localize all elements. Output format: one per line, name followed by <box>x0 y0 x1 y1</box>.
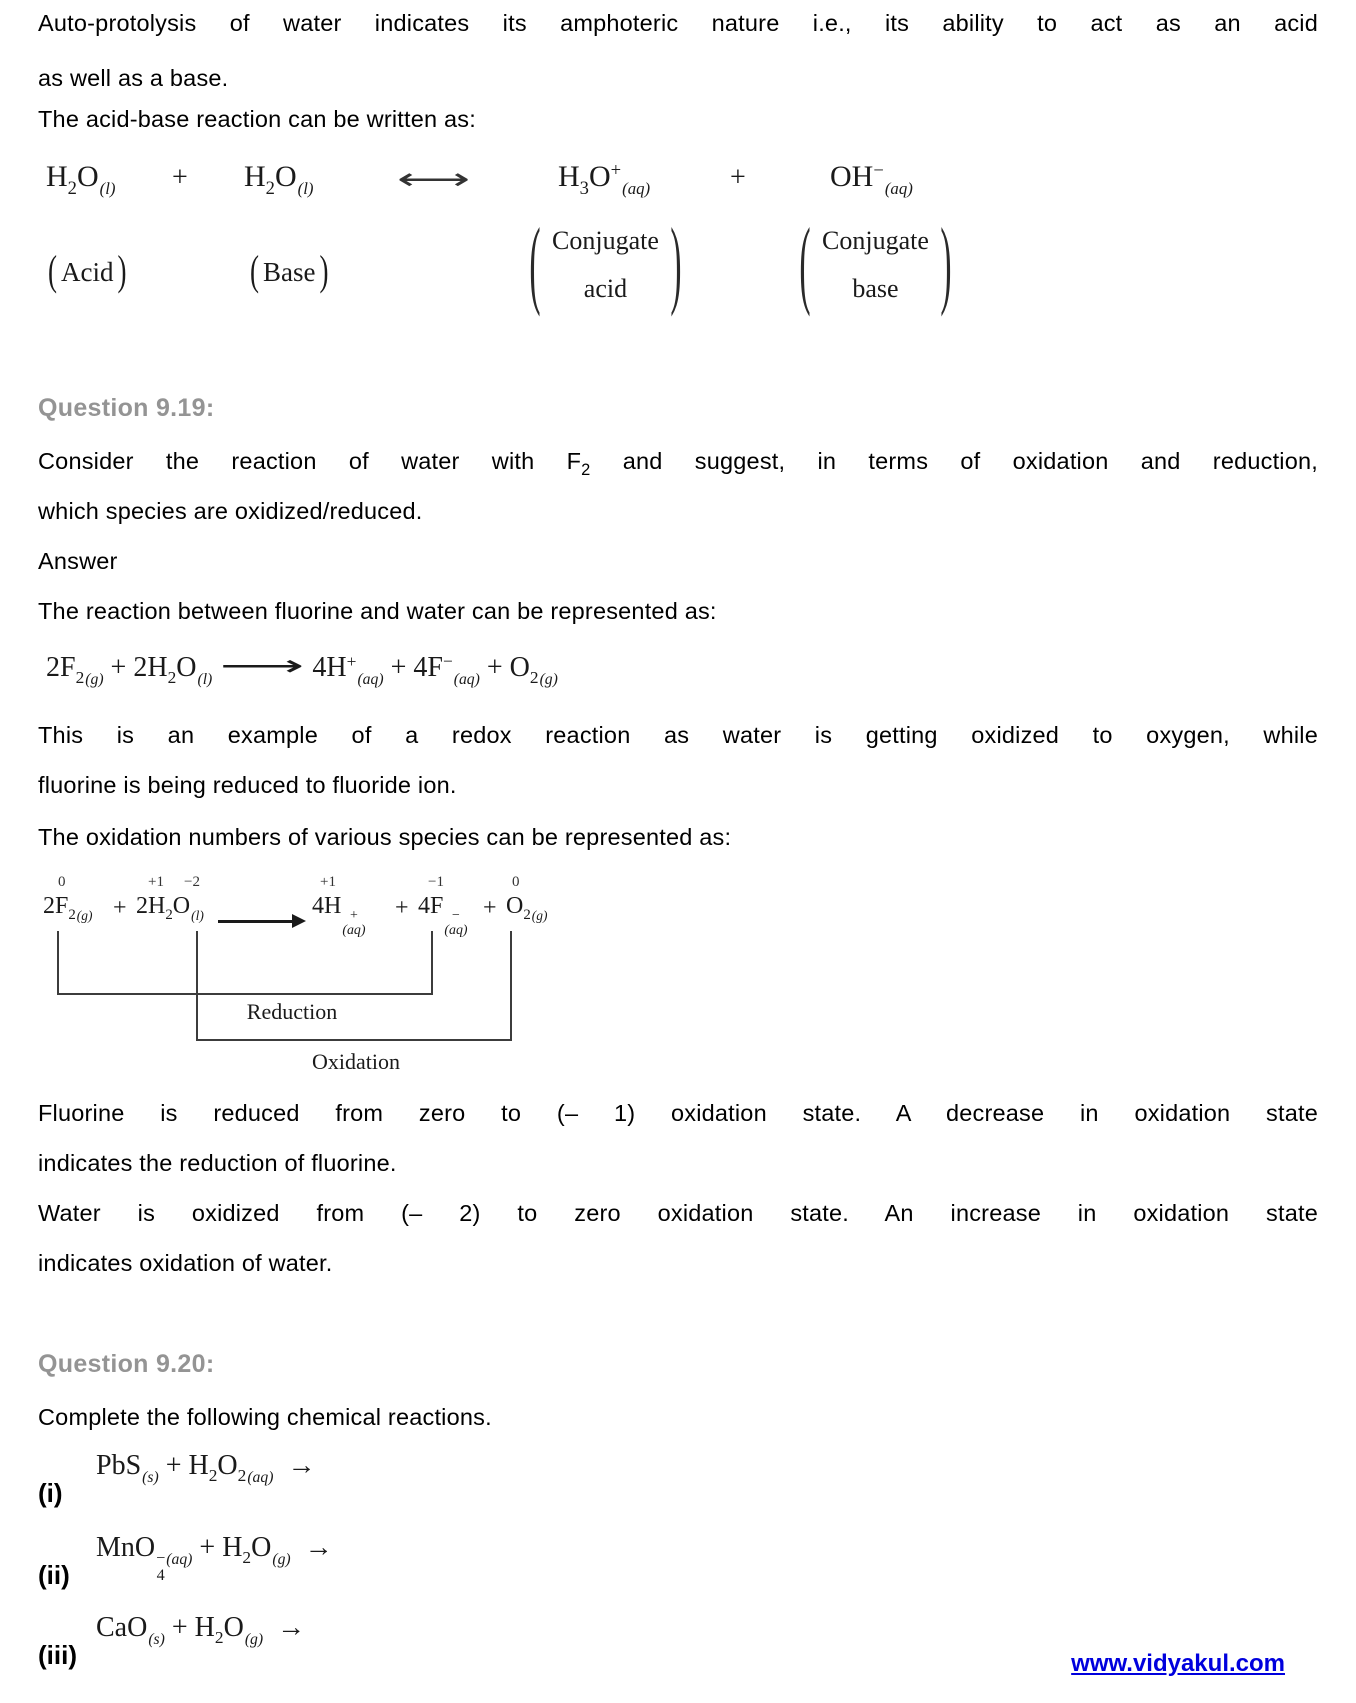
question-9-19-text-line-2: which species are oxidized/reduced. <box>38 498 423 524</box>
conjugate-base-line-2: base <box>852 274 899 303</box>
conjugate-base-line-1: Conjugate <box>822 226 929 255</box>
reaction-arrow-icon <box>218 914 306 928</box>
reaction-i-formula: $PbS_{(s)} + H_2O_{2(aq)}$ → <box>96 1450 316 1486</box>
equilibrium-arrow-icon: ⟷ <box>396 162 471 197</box>
close-paren: ) <box>670 210 682 320</box>
oxidation-number-f2: 0 <box>58 874 66 890</box>
vidyakul-footer-link[interactable]: www.vidyakul.com <box>1071 1650 1285 1677</box>
oxidation-number-f-minus: −1 <box>428 874 444 890</box>
question-9-19-heading: Question 9.19: <box>38 394 215 422</box>
close-paren: ) <box>117 247 127 294</box>
conjugate-acid-line-2: acid <box>583 274 628 303</box>
plus-sign: + <box>395 895 409 921</box>
diagram-formula-2f2: $2F_{2(g)}$ <box>43 893 93 924</box>
redox-paragraph-line-1: This is an example of a redox reaction as water is getting oxidized to oxygen, while <box>38 722 1318 748</box>
oxidation-number-diagram <box>0 868 720 1093</box>
formula-h2o-base: $H_2O_{(l)}$ <box>244 160 314 199</box>
formula-h3o: $H_3O^+_{(aq)}$ <box>558 160 651 199</box>
formula-oh: $OH^-_{(aq)}$ <box>830 160 913 199</box>
answer-label: Answer <box>38 548 118 574</box>
diagram-formula-4f: 4F − (aq) <box>418 893 468 938</box>
fluorine-conclusion-line-1: Fluorine is reduced from zero to (– 1) oxidation state. A decrease in oxidation state <box>38 1100 1318 1126</box>
fluorine-water-equation: $2F_{2(g)} + 2H_2O_{(l)}$ ⟶ $4H^+_{(aq)} + 4F^-_{(aq)} + O_{2(g)}$ <box>46 651 558 688</box>
acid-label: ( Acid ) <box>48 247 127 294</box>
oxidation-label: Oxidation <box>312 1049 400 1074</box>
plus-sign: + <box>113 895 127 921</box>
oxidation-numbers-intro-line: The oxidation numbers of various species can be represented as: <box>38 824 732 850</box>
open-paren: ( <box>529 210 541 320</box>
open-paren: ( <box>48 247 57 294</box>
reduction-label: Reduction <box>246 999 338 1024</box>
oxidation-number-o2: 0 <box>512 874 520 890</box>
formula-h2o-acid: $H_2O_{(l)}$ <box>46 160 116 199</box>
conjugate-acid-label <box>528 210 683 320</box>
diagram-formula-4h: 4H + (aq) <box>312 893 366 938</box>
close-paren: ) <box>940 210 952 320</box>
plus-sign: + <box>483 895 497 921</box>
open-paren: ( <box>250 247 259 294</box>
answer-intro-line: The reaction between fluorine and water can be represented as: <box>38 598 717 624</box>
water-conclusion-line-2: indicates oxidation of water. <box>38 1250 333 1276</box>
diagram-formula-2h2o: $2H_2O_{(l)}$ <box>136 893 204 924</box>
redox-paragraph-line-2: fluorine is being reduced to fluoride ion. <box>38 772 457 798</box>
base-label: ( Base ) <box>250 247 329 294</box>
question-9-20-heading: Question 9.20: <box>38 1350 215 1378</box>
reaction-intro-line: The acid-base reaction can be written as: <box>38 106 476 132</box>
water-conclusion-line-1: Water is oxidized from (– 2) to zero oxidation state. An increase in oxidation state <box>38 1200 1318 1226</box>
reaction-iii-formula: $CaO_{(s)} + H_2O_{(g)}$ → <box>96 1612 306 1648</box>
plus-sign: + <box>172 162 188 193</box>
intro-paragraph <box>38 8 1318 102</box>
oxidation-number-h-plus: +1 <box>320 874 336 890</box>
intro-line-1: Auto-protolysis of water indicates its amphoteric nature i.e., its ability to act as an acid <box>38 10 1318 36</box>
conjugate-acid-line-1: Conjugate <box>552 226 659 255</box>
reaction-iii-label: (iii) <box>38 1640 77 1670</box>
reaction-ii-label: (ii) <box>38 1560 70 1590</box>
acid-base-labels <box>0 210 1356 330</box>
reaction-i-label: (i) <box>38 1478 63 1508</box>
fluorine-conclusion-line-2: indicates the reduction of fluorine. <box>38 1150 397 1176</box>
question-9-20-intro-line: Complete the following chemical reactions. <box>38 1404 492 1430</box>
subscript-2: 2 <box>581 460 591 479</box>
diagram-formula-o2: $O_{2(g)}$ <box>506 893 548 924</box>
open-paren: ( <box>799 210 811 320</box>
close-paren: ) <box>319 247 329 294</box>
reaction-ii-formula: MnO − 4 $_{(aq)} + H_2O_{(g)}$ → <box>96 1532 333 1585</box>
conjugate-base-label <box>798 210 953 320</box>
oxidation-number-h: +1 <box>148 874 164 890</box>
plus-sign: + <box>730 162 746 193</box>
oxidation-number-o: −2 <box>184 874 200 890</box>
question-9-19-text-line-1: Consider the reaction of water with $F_2$ and suggest, in terms of oxidation and reduction, <box>38 448 1318 479</box>
intro-line-2: as well as a base. <box>38 65 229 91</box>
